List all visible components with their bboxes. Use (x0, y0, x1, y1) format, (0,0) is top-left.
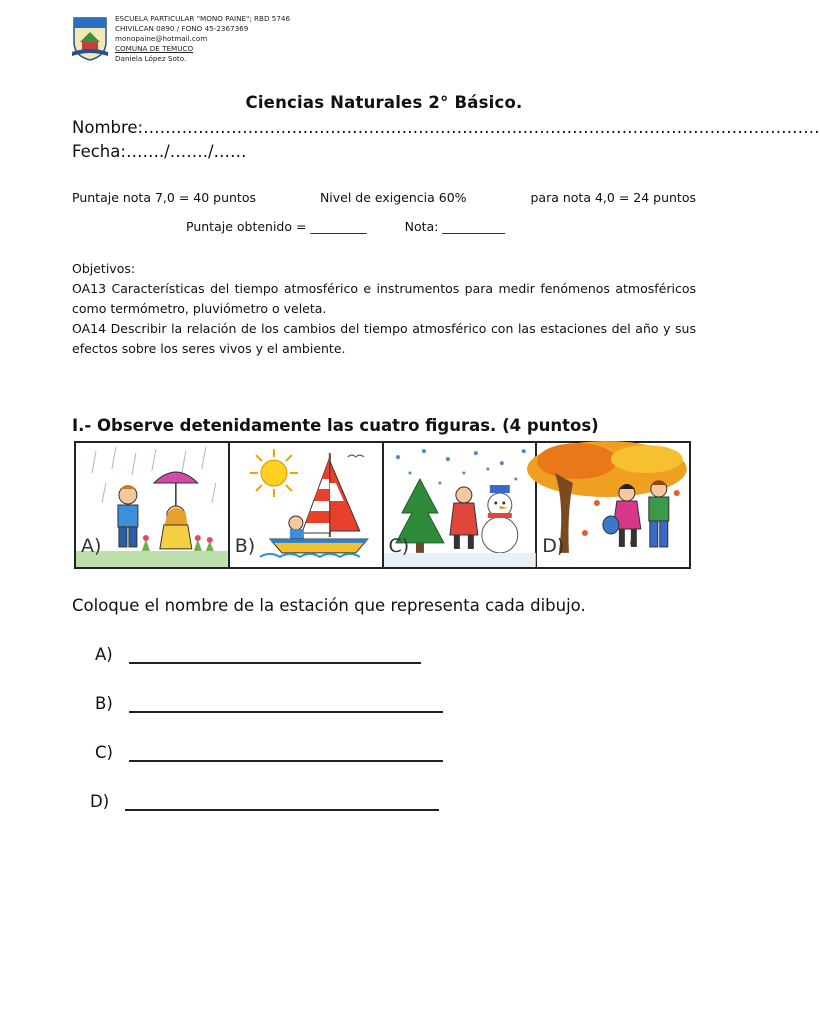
obtained-score-field[interactable]: Puntaje obtenido = _________ (186, 219, 367, 234)
answer-a[interactable] (95, 645, 421, 664)
season-pictures (74, 441, 691, 569)
page-title: Ciencias Naturales 2° Básico. (245, 93, 523, 112)
max-score-text: Puntaje nota 7,0 = 40 puntos (72, 190, 256, 205)
answer-a-label: A) (95, 645, 113, 664)
grade-field[interactable]: Nota: __________ (404, 219, 505, 234)
panel-d (537, 443, 689, 567)
school-address: CHIVILCAN 0890 / FONO 45-2367369 (115, 24, 249, 33)
school-header (70, 12, 390, 68)
teacher-name: Daniela López Soto. (115, 54, 187, 63)
instruction-text: Coloque el nombre de la estación que representa cada dibujo. (72, 596, 586, 615)
school-email: monopaine@hotmail.com (115, 34, 208, 43)
answer-c-line[interactable] (129, 744, 443, 762)
objective-oa13: OA13 Características del tiempo atmosférico e instrumentos para medir fenómenos atmosféricos como termómetro, pluviómetro o veleta. (72, 281, 696, 316)
answer-d-label: D) (90, 792, 110, 811)
panel-a (76, 443, 230, 567)
panel-b-letter: B) (234, 535, 256, 557)
panel-d-letter: D) (542, 535, 565, 557)
grade-info (186, 219, 505, 234)
answer-d[interactable] (90, 792, 439, 811)
panel-c (384, 443, 538, 567)
school-logo-icon (70, 12, 110, 62)
panel-a-letter: A) (81, 535, 102, 557)
section-title: I.- Observe detenidamente las cuatro figuras. (4 puntos) (72, 416, 599, 435)
panel-c-letter: C) (388, 535, 410, 557)
student-name-field[interactable]: Nombre:…………………………………………………………………………………………………………… (72, 118, 820, 137)
panel-b (230, 443, 384, 567)
requirement-text: Nivel de exigencia 60% (319, 190, 467, 205)
answer-d-line[interactable] (125, 793, 439, 811)
answer-c-label: C) (95, 743, 113, 762)
answer-c[interactable] (95, 743, 443, 762)
answer-b-label: B) (95, 694, 113, 713)
pass-score-text: para nota 4,0 = 24 puntos (530, 190, 696, 205)
date-field[interactable]: Fecha:……./……./…… (72, 142, 247, 161)
answer-b-line[interactable] (129, 695, 443, 713)
answer-b[interactable] (95, 694, 443, 713)
school-name: ESCUELA PARTICULAR "MONO PAINE"; RBD 5746 (115, 14, 291, 23)
school-commune: COMUNA DE TEMUCO (115, 44, 194, 53)
scoring-info (72, 190, 696, 205)
objectives (72, 259, 696, 359)
objectives-heading: Objetivos: (72, 261, 136, 276)
objective-oa14: OA14 Describir la relación de los cambios del tiempo atmosférico con las estaciones del año y sus efectos sobre los seres vivos y el ambiente. (72, 321, 696, 356)
answer-a-line[interactable] (129, 646, 421, 664)
